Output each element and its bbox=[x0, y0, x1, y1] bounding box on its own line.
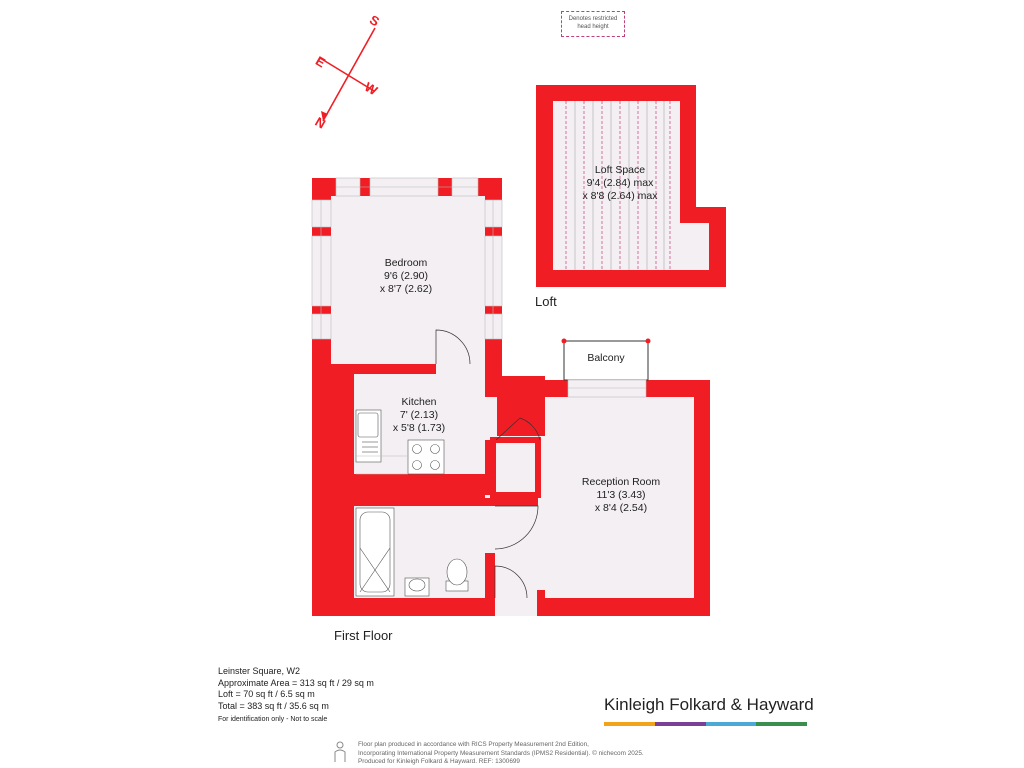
reception-dim2: x 8'4 (2.54) bbox=[594, 502, 648, 514]
compass-e-label: E bbox=[313, 53, 329, 71]
bedroom-dim2: x 8'7 (2.62) bbox=[379, 283, 433, 295]
loft-space-dim2: x 8'8 (2.64) max bbox=[582, 190, 658, 202]
address: Leinster Square, W2 bbox=[218, 666, 301, 676]
kitchen-dim2: x 5'8 (1.73) bbox=[392, 422, 446, 434]
footer-line-3: Produced for Kinleigh Folkard & Hayward. REF: 1300699 bbox=[358, 758, 520, 766]
reception-name: Reception Room bbox=[581, 476, 661, 488]
legend-line-2: head height bbox=[577, 24, 609, 30]
legend-line-1: Denotes restricted bbox=[568, 16, 618, 22]
footer-notes bbox=[358, 741, 644, 767]
footer-line-1: Floor plan produced in accordance with RICS Property Measurement 2nd Edition, bbox=[358, 741, 589, 748]
balcony-name: Balcony bbox=[587, 352, 625, 364]
compass bbox=[320, 28, 375, 121]
loft-floor-label: Loft bbox=[535, 294, 557, 309]
compass-n-label: N bbox=[312, 113, 329, 132]
brand-stripe-3 bbox=[706, 722, 757, 726]
disclaimer: For identification only - Not to scale bbox=[218, 716, 328, 723]
compass-s-label: S bbox=[367, 11, 383, 30]
approx-area: Approximate Area = 313 sq ft / 29 sq m bbox=[218, 677, 374, 688]
brand-stripe-4 bbox=[756, 722, 807, 726]
restricted-height-legend bbox=[561, 11, 625, 37]
brand-name: Kinleigh Folkard & Hayward bbox=[604, 695, 814, 714]
property-info bbox=[218, 666, 374, 726]
footer-line-2: Incorporating International Property Measurement Standards (IPMS2 Residential). © nichecom 2025. bbox=[358, 749, 644, 757]
info-person-icon bbox=[333, 741, 347, 763]
loft-area: Loft = 70 sq ft / 6.5 sq m bbox=[218, 689, 315, 699]
total-area: Total = 383 sq ft / 35.6 sq m bbox=[218, 700, 329, 711]
brand-stripe bbox=[604, 722, 807, 726]
reception-dim1: 11'3 (3.43) bbox=[596, 489, 646, 501]
compass-w-label: W bbox=[362, 79, 381, 99]
loft-space-name: Loft Space bbox=[594, 164, 646, 176]
bedroom-name: Bedroom bbox=[384, 257, 428, 269]
bedroom-dim1: 9'6 (2.90) bbox=[383, 270, 429, 282]
first-floor-label: First Floor bbox=[334, 628, 393, 643]
brand-stripe-1 bbox=[604, 722, 655, 726]
kitchen-dim1: 7' (2.13) bbox=[399, 409, 439, 421]
loft-space-dim1: 9'4 (2.84) max bbox=[586, 177, 654, 189]
kitchen-name: Kitchen bbox=[401, 396, 437, 408]
brand-stripe-2 bbox=[655, 722, 706, 726]
